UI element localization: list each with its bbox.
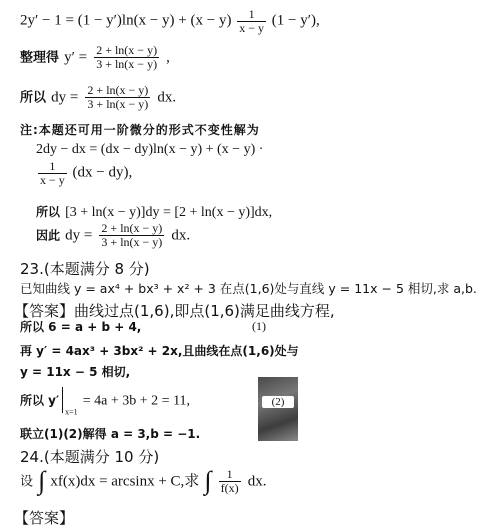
- q23-problem: 已知曲线 y = ax⁴ + bx³ + x² + 3 在点(1,6)处与直线 y = 11x − 5 相切,求 a,b.: [20, 281, 477, 296]
- diff-equation-line: [20, 8, 320, 34]
- q23-step1: 所以 6 = a + b + 4,: [20, 320, 142, 334]
- alt4-tail: dx.: [171, 227, 191, 244]
- alt4-lhs: dy =: [65, 227, 93, 244]
- q23-step2: 再 y′ = 4ax³ + 3bx² + 2x,且曲线在点(1,6)处与: [20, 344, 299, 358]
- fraction-denominator: 3 + ln(x − y): [96, 56, 158, 71]
- fraction-denominator: 3 + ln(x − y): [101, 234, 163, 249]
- simplify-line: [20, 44, 170, 70]
- fraction-numerator: 1: [38, 160, 67, 174]
- alt-equation-3: [36, 201, 272, 220]
- q24-answer-tag: 【答案】: [14, 509, 75, 527]
- integral-sign: ∫: [204, 466, 212, 496]
- evaluation-bar: [62, 387, 63, 413]
- therefore-lhs: dy =: [51, 89, 79, 106]
- fraction-numerator: 2 + ln(x − y): [96, 43, 158, 57]
- diff-eq-fraction: [237, 8, 266, 34]
- alt3-expr: [3 + ln(x − y)]dy = [2 + ln(x − y)]dx,: [65, 205, 273, 220]
- q23-step4-sub: x=1: [65, 407, 78, 417]
- alt4-label: 因此: [36, 228, 61, 243]
- simplify-lhs: y′ =: [64, 49, 88, 66]
- fraction-numerator: 2 + ln(x − y): [101, 221, 163, 235]
- q23-step5: 联立(1)(2)解得 a = 3,b = −1.: [20, 427, 201, 441]
- simplify-tail: ,: [166, 49, 170, 66]
- alt4-fraction: [99, 222, 164, 248]
- q23-header: 23.(本题满分 8 分): [20, 260, 150, 278]
- therefore-line: [20, 84, 176, 110]
- q23-step4-label: 所以 y′: [20, 393, 60, 408]
- alt3-label: 所以: [36, 205, 61, 219]
- therefore-label: 所以: [20, 90, 47, 106]
- alt-equation-1: 2dy − dx = (dx − dy)ln(x − y) + (x − y) ·: [36, 142, 264, 157]
- simplify-fraction: [94, 44, 159, 70]
- fraction-denominator: x − y: [40, 172, 65, 187]
- q23-step4-expr: = 4a + 3b + 2 = 11,: [82, 393, 191, 409]
- q23-step3: y = 11x − 5 相切,: [20, 365, 131, 379]
- integral-sign: ∫: [38, 466, 46, 496]
- fraction-numerator: 1: [237, 8, 266, 22]
- fraction-denominator: f(x): [220, 480, 239, 495]
- q24-fraction: [219, 468, 241, 494]
- therefore-tail: dx.: [157, 89, 177, 106]
- fraction-denominator: 3 + ln(x − y): [87, 96, 149, 111]
- alt2-tail: (dx − dy),: [72, 164, 133, 181]
- alt2-fraction: [38, 160, 67, 186]
- diff-eq-rhs: (1 − y′),: [271, 12, 320, 29]
- therefore-fraction: [85, 84, 150, 110]
- scan-smudge: [258, 377, 298, 441]
- simplify-label: 整理得: [20, 50, 60, 66]
- q23-step1-tag: (1): [252, 319, 266, 333]
- q23-answer-text: 曲线过点(1,6),即点(1,6)满足曲线方程,: [74, 302, 335, 320]
- q24-tail: dx.: [247, 473, 267, 490]
- alt-equation-4: [36, 222, 190, 248]
- fraction-numerator: 2 + ln(x − y): [87, 83, 149, 97]
- note-heading: 注:本题还可用一阶微分的形式不变性解为: [20, 123, 260, 137]
- q24-expr1: xf(x)dx = arcsinx + C,求: [50, 473, 200, 490]
- q24-label: 设: [20, 474, 34, 490]
- q24-problem: [20, 468, 266, 494]
- answer-tag: 【答案】: [14, 302, 75, 320]
- q23-step4-tag: (2): [271, 396, 285, 408]
- q23-step4: [20, 387, 190, 417]
- diff-eq-lhs: 2y′ − 1 = (1 − y′)ln(x − y) + (x − y): [20, 12, 232, 29]
- fraction-numerator: 1: [219, 468, 241, 482]
- q24-header: 24.(本题满分 10 分): [20, 448, 160, 466]
- alt-equation-2: [36, 160, 132, 186]
- fraction-denominator: x − y: [239, 20, 264, 35]
